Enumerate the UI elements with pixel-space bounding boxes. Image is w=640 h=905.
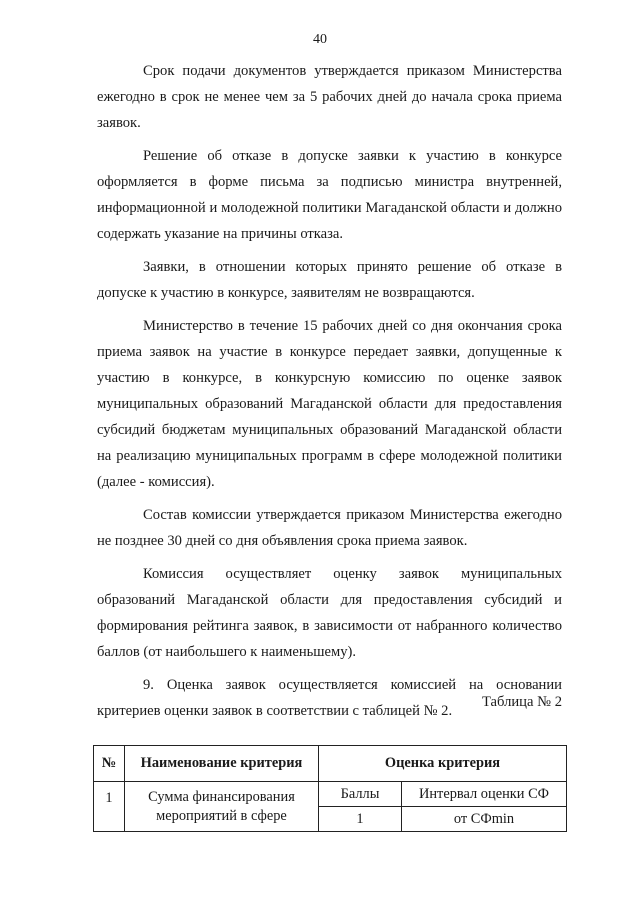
subheader-interval: Интервал оценки СФ: [402, 782, 567, 807]
header-criterion-name: Наименование критерия: [125, 746, 319, 782]
document-body: [97, 58, 562, 731]
value-interval: от СФmin: [402, 807, 567, 832]
row-criterion-name: Сумма финансирования мероприятий в сфере: [125, 782, 319, 832]
table-caption: Таблица № 2: [482, 694, 562, 710]
page-number: 40: [313, 32, 327, 47]
value-points: 1: [319, 807, 402, 832]
header-number: №: [94, 746, 125, 782]
paragraph-ministry-transfer: Министерство в течение 15 рабочих дней со дня окончания срока приема заявок на участие в конкурсе передает заявки, допущенные к участию в конкурсе, в конкурсную комиссию по оценке заявок муниципальных образований Магаданской области для предоставления субсидий бюджетам муниципальных образований Магаданской области на реализацию муниципальных программ в сфере молодежной политики (далее - комиссия).: [97, 318, 562, 490]
table-header-row: [94, 746, 567, 782]
subheader-points: Баллы: [319, 782, 402, 807]
paragraph-commission-composition: Состав комиссии утверждается приказом Министерства ежегодно не позднее 30 дней со дня объявления срока приема заявок.: [97, 507, 562, 549]
table-row: [94, 782, 567, 807]
criteria-table: [93, 745, 567, 832]
paragraph-evaluation-criteria: 9. Оценка заявок осуществляется комиссией на основании критериев оценки заявок в соответствии с таблицей № 2.: [97, 677, 562, 719]
paragraph-commission-evaluation: Комиссия осуществляет оценку заявок муниципальных образований Магаданской области для предоставления субсидий и формирования рейтинга заявок, в зависимости от набранного количество баллов (от наибольшего к наименьшему).: [97, 566, 562, 660]
paragraph-refusal-decision: Решение об отказе в допуске заявки к участию в конкурсе оформляется в форме письма за подписью министра внутренней, информационной и молодежной политики Магаданской области и должно содержать указание на причины отказа.: [97, 148, 562, 242]
paragraph-submission-deadline: Срок подачи документов утверждается приказом Министерства ежегодно в срок не менее чем за 5 рабочих дней до начала срока приема заявок.: [97, 63, 562, 131]
paragraph-applications-not-returned: Заявки, в отношении которых принято решение об отказе в допуске к участию в конкурсе, заявителям не возвращаются.: [97, 259, 562, 301]
header-criterion-score: Оценка критерия: [319, 746, 567, 782]
row-number: 1: [94, 782, 125, 832]
